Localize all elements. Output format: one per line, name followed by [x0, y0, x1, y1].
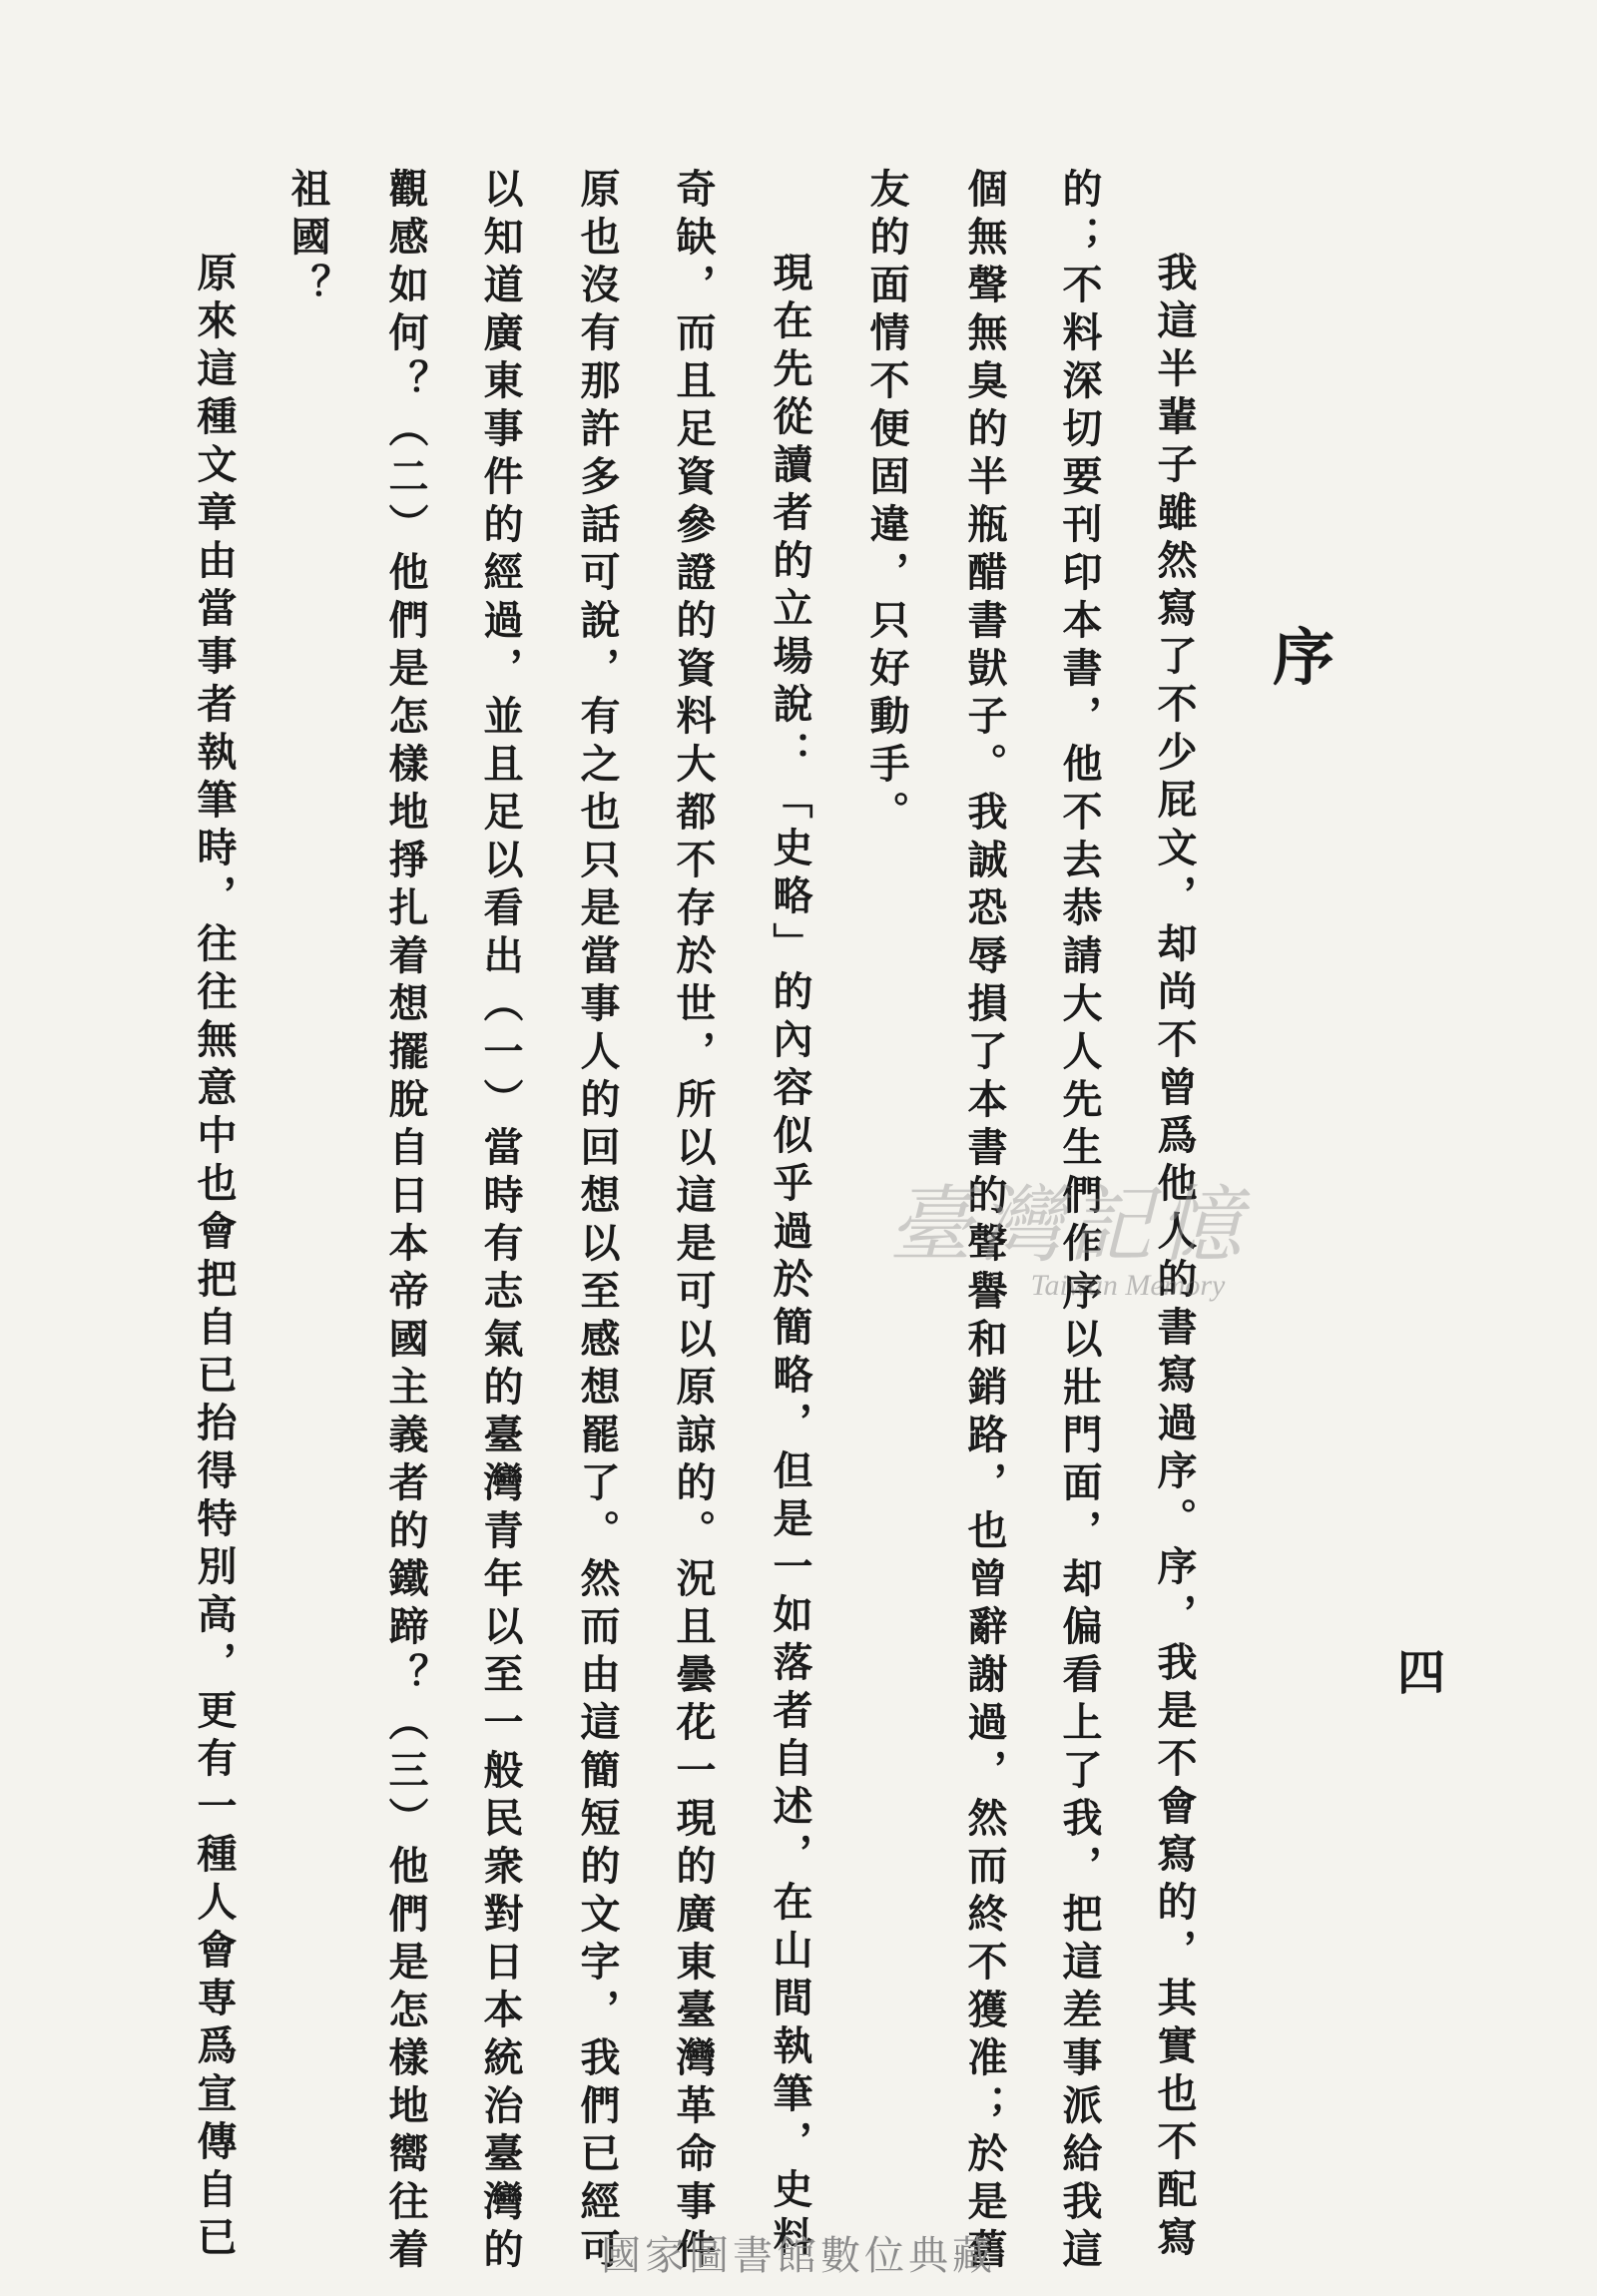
text-column-2: 的；不料深切要刊印本書，他不去恭請大人先生們作序以壯門面，却偏看上了我，把這差事派給我這: [1056, 168, 1103, 2276]
watermark-chinese: 臺灣記憶: [887, 1176, 1248, 1274]
text-column-5: 現在先從讀者的立場說：「史略」的內容似乎過於簡略，但是一如落者自述，在山間執筆，史料: [767, 252, 813, 2264]
watermark: [818, 1158, 1318, 1303]
text-column-9: 觀感如何？（二）他們是怎樣地掙扎着想擺脫自日本帝國主義者的鐵蹄？（三）他們是怎樣地嚮往着: [382, 168, 429, 2276]
text-column-11: 原來這種文章由當事者執筆時，往往無意中也會把自已抬得特別高，更有一種人會専爲宣傳自已: [191, 252, 238, 2264]
page-number: 四: [1397, 1645, 1446, 1701]
text-column-4: 友的面情不便固違，只好動手。: [863, 168, 910, 839]
text-column-1: 我這半輩子雖然寫了不少屁文，却尚不曾爲他人的書寫過序。序，我是不會寫的，其實也不配寫: [1151, 252, 1198, 2264]
text-column-8: 以知道廣東事件的經過，並且足以看出（一）當時有志氣的臺灣青年以至一般民衆對日本統治臺灣的: [477, 168, 524, 2276]
text-column-10: 祖國？: [284, 168, 331, 311]
text-column-3: 個無聲無臭的半瓶醋書獃子。我誠恐辱損了本書的聲譽和銷路，也曾辭謝過，然而終不獲准；於是舊: [961, 168, 1008, 2276]
text-column-7: 原也沒有那許多話可說，有之也只是當事人的回想以至感想罷了。然而由這簡短的文字，我們已經可: [574, 168, 621, 2276]
page-title: 序: [1273, 621, 1335, 694]
footer-credit: 國家圖書館數位典藏: [601, 2233, 996, 2279]
text-column-6: 奇缺，而且足資參證的資料大都不存於世，所以這是可以原諒的。況且曇花一現的廣東臺灣革命事件: [670, 168, 717, 2276]
watermark-english: Taiwan Memory: [1030, 1269, 1226, 1302]
